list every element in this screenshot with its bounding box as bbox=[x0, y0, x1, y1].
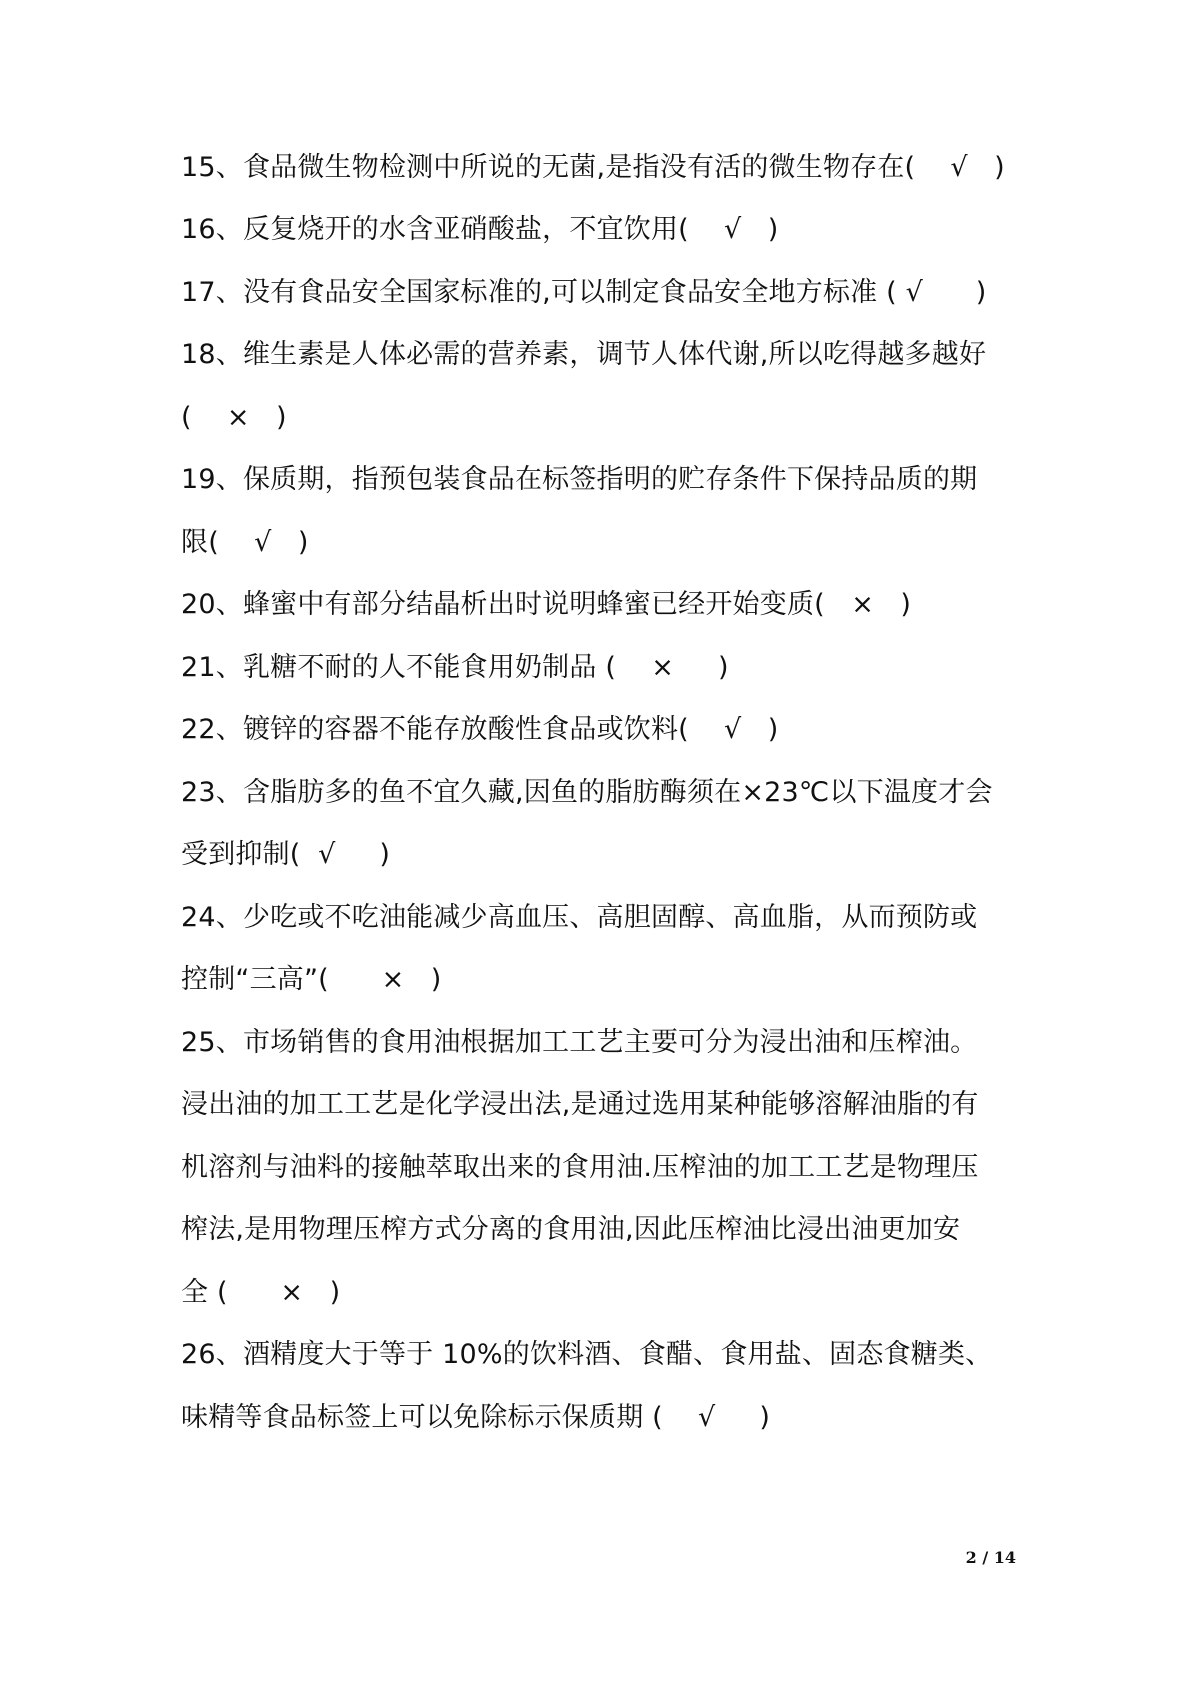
text-line-q25-cont-3: 榨法,是用物理压榨方式分离的食用油,因此压榨油比浸出油更加安 bbox=[181, 1214, 961, 1245]
text-line-q24: 24、少吃或不吃油能减少高血压、高胆固醇、高血脂，从而预防或 bbox=[181, 902, 978, 933]
text-line-q23: 23、含脂肪多的鱼不宜久藏,因鱼的脂肪酶须在×23℃以下温度才会 bbox=[181, 777, 993, 808]
page-number: 2 / 14 bbox=[965, 1548, 1016, 1567]
text-line-q16: 16、反复烧开的水含亚硝酸盐，不宜饮用( √ ) bbox=[181, 214, 779, 245]
text-line-q19: 19、保质期，指预包装食品在标签指明的贮存条件下保持品质的期 bbox=[181, 464, 978, 495]
text-line-q26-answer: 味精等食品标签上可以免除标示保质期 ( √ ) bbox=[181, 1402, 771, 1433]
text-line-q15: 15、食品微生物检测中所说的无菌,是指没有活的微生物存在( √ ) bbox=[181, 152, 1005, 183]
text-line-q17: 17、没有食品安全国家标准的,可以制定食品安全地方标准 ( √ ) bbox=[181, 277, 987, 308]
text-line-q19-answer: 限( √ ) bbox=[181, 527, 309, 558]
text-line-q25-cont-2: 机溶剂与油料的接触萃取出来的食用油.压榨油的加工工艺是物理压 bbox=[181, 1152, 979, 1183]
text-line-q25-cont-1: 浸出油的加工工艺是化学浸出法,是通过选用某种能够溶解油脂的有 bbox=[181, 1089, 979, 1120]
text-line-q21: 21、乳糖不耐的人不能食用奶制品 ( × ) bbox=[181, 652, 729, 683]
text-line-q18-answer: ( × ) bbox=[181, 402, 287, 433]
text-line-q25-answer: 全 ( × ) bbox=[181, 1277, 341, 1308]
text-line-q22: 22、镀锌的容器不能存放酸性食品或饮料( √ ) bbox=[181, 714, 779, 745]
text-line-q24-answer: 控制“三高”( × ) bbox=[181, 964, 442, 995]
text-line-q18: 18、维生素是人体必需的营养素，调节人体代谢,所以吃得越多越好 bbox=[181, 339, 987, 370]
text-line-q23-answer: 受到抑制( √ ) bbox=[181, 839, 391, 870]
text-line-q25: 25、市场销售的食用油根据加工工艺主要可分为浸出油和压榨油。 bbox=[181, 1027, 978, 1058]
text-line-q26: 26、酒精度大于等于 10%的饮料酒、食醋、食用盐、固态食糖类、 bbox=[181, 1339, 993, 1370]
text-line-q20: 20、蜂蜜中有部分结晶析出时说明蜂蜜已经开始变质( × ) bbox=[181, 589, 912, 620]
